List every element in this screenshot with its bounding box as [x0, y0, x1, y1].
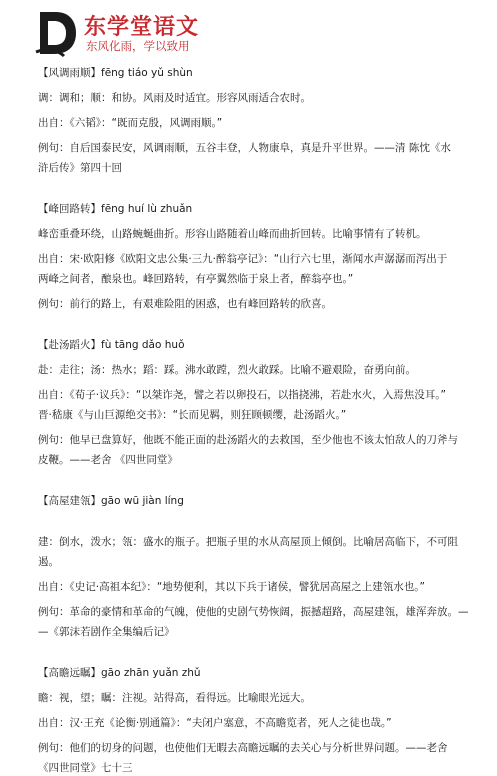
- definition-text: 瞻：视，望；瞩：注视。站得高，看得远。比喻眼光远大。: [38, 692, 311, 704]
- definition-text: 赴：走往；汤：热水；蹈：踩。沸水敢蹚，烈火敢踩。比喻不避艰险，奋勇向前。: [38, 364, 416, 376]
- source-text: 出自：宋·欧阳修《欧阳文忠公集·三九·醉翁亭记》：“山行六七里，渐闻水声潺潺而泻出于: [38, 253, 448, 265]
- brand-slogan: 东风化雨，学以致用: [86, 39, 190, 53]
- idiom-entry: [38, 494, 478, 640]
- idiom-list: [38, 66, 478, 776]
- source-text: 晋·嵇康《与山巨源绝交书》：“长而见羁，则狂顾顿缨，赴汤蹈火。”: [38, 409, 347, 421]
- example-text: 例句：他们的切身的问题，也使他们无暇去高瞻远瞩的去关心与分析世界问题。——老舍: [38, 742, 448, 754]
- source-text: 两峰之间者，酿泉也。峰回路转，有亭翼然临于泉上者，醉翁亭也。”: [38, 273, 354, 285]
- definition-text: 遏。: [38, 556, 59, 568]
- definition-text: 峰峦重叠环绕，山路蜿蜒曲折。形容山路随着山峰而曲折回转。比喻事情有了转机。: [38, 228, 427, 240]
- idiom-entry: [38, 338, 478, 468]
- header: [0, 0, 497, 62]
- example-text: —《郭沫若剧作全集编后记》: [38, 626, 175, 638]
- example-text: 例句：自后国泰民安，风调雨顺，五谷丰登，人物康阜，真是升平世界。——清 陈忱《水: [38, 142, 451, 154]
- example-text: 皮鞭。——老舍 《四世同堂》: [38, 454, 178, 466]
- example-text: 例句：革命的豪情和革命的气魄，使他的史剧气势恢阔，振撼超路，高屋建瓴，雄浑奔放。—: [38, 606, 469, 618]
- idiom-entry: [38, 66, 478, 176]
- example-text: 例句：他早已盘算好，他既不能正面的赴汤蹈火的去救国，至少他也不该太怕敌人的刀斧与: [38, 434, 458, 446]
- example-text: 例句：前行的路上，有艰难险阻的困惑，也有峰回路转的欣喜。: [38, 298, 332, 310]
- idiom-heading: 【高屋建瓴】gāo wū jiàn líng: [38, 495, 184, 507]
- idiom-heading: 【高瞻远瞩】gāo zhān yuǎn zhǔ: [38, 667, 201, 679]
- idiom-heading: 【风调雨顺】fēng tiáo yǔ shùn: [38, 67, 193, 79]
- source-text: 出自：《史记·高祖本纪》：“地势便利，其以下兵于诸侯，譬犹居高屋之上建瓴水也。”: [38, 581, 425, 593]
- example-text: 浒后传》第四十回: [38, 162, 122, 174]
- definition-text: 建：倒水，泼水；瓴：盛水的瓶子。把瓶子里的水从高屋顶上倾倒。比喻居高临下，不可阻: [38, 536, 458, 548]
- idiom-entry: [38, 202, 478, 312]
- idiom-entry: [38, 666, 478, 776]
- example-text: 《四世同堂》七十三: [38, 762, 133, 774]
- brand-title: 东学堂语文: [84, 15, 200, 40]
- idiom-heading: 【赴汤蹈火】fù tāng dǎo huǒ: [38, 339, 185, 351]
- source-text: 出自：汉·王充《论衡·别通篇》：“夫闭户塞意，不高瞻览者，死人之徒也哉。”: [38, 717, 392, 729]
- source-text: 出自：《六韬》：“既而克殷，风调雨顺。”: [38, 117, 223, 129]
- source-text: 出自：《荀子·议兵》：“以桀诈尧，譬之若以卵投石，以指挠沸，若赴水火，入焉焦没耳。”: [38, 389, 446, 401]
- definition-text: 调：调和；顺：和协。风雨及时适宜。形容风雨适合农时。: [38, 92, 311, 104]
- idiom-heading: 【峰回路转】fēng huí lù zhuǎn: [38, 203, 193, 215]
- d-letter-logo-icon: [34, 8, 78, 58]
